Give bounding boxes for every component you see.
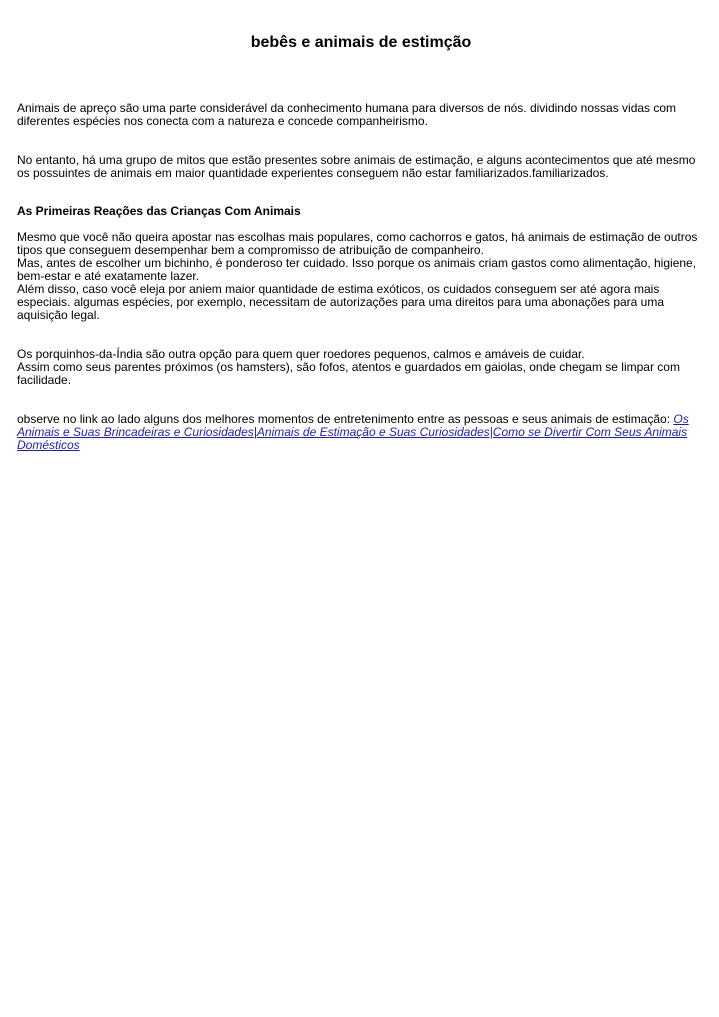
paragraph-pet-choices	[17, 231, 705, 322]
paragraph-line: os possuintes de animais em maior quantidade experientes conseguem não estar familiarizados.familiarizados.	[17, 166, 609, 180]
section-heading: As Primeiras Reações das Crianças Com Animais	[17, 204, 301, 218]
paragraph-myths	[17, 154, 705, 180]
paragraph-link	[17, 413, 705, 452]
paragraph-line: Assim como seus parentes próximos (os hamsters), são fofos, atentos e guardados em gaiolas, onde chegam se limpar com	[17, 360, 680, 374]
paragraph-line: No entanto, há uma grupo de mitos que estão presentes sobre animais de estimação, e alguns acontecimentos que até mesmo	[17, 153, 696, 167]
document-page	[17, 0, 705, 452]
paragraph-intro	[17, 102, 705, 128]
paragraph-line: Além disso, caso você eleja por aniem maior quantidade de estima exóticos, os cuidados conseguem ser até agora mais	[17, 282, 660, 296]
paragraph-line: bem-estar e até exatamente lazer.	[17, 269, 200, 283]
paragraph-line: Mas, antes de escolher um bichinho, é ponderoso ter cuidado. Isso porque os animais criam gastos como alimentação, higiene,	[17, 256, 697, 270]
pets-curiosities-link[interactable]	[17, 439, 705, 452]
paragraph-line: especiais. algumas espécies, por exemplo, necessitam de autorizações para uma direitos para uma abonações para uma	[17, 295, 665, 309]
paragraph-line: diferentes espécies nos conecta com a natureza e concede companheirismo.	[17, 114, 428, 128]
page-title: bebês e animais de estimção	[250, 34, 472, 51]
pets-curiosities-link[interactable]	[673, 412, 688, 426]
paragraph-line: Os porquinhos-da-Índia são outra opção para quem quer roedores pequenos, calmos e amáveis de cuidar.	[17, 347, 585, 361]
paragraph-line: tipos que conseguem desempenhar bem a compromisso de atribuição de companheiro.	[17, 243, 484, 257]
paragraph-line: Mesmo que você não queira apostar nas escolhas mais populares, como cachorros e gatos, há animais de estimação de outros	[17, 230, 698, 244]
paragraph-guinea-pigs	[17, 348, 705, 387]
link-intro-text: observe no link ao lado alguns dos melhores momentos de entretenimento entre as pessoas e seus animais de estimação:	[17, 412, 674, 426]
paragraph-line: facilidade.	[17, 373, 72, 387]
pets-curiosities-link[interactable]	[17, 426, 705, 439]
link-text-part[interactable]: Domésticos	[17, 438, 80, 452]
link-text-part[interactable]: Animais e Suas Brincadeiras e Curiosidades|Animais de Estimação e Suas Curiosidades|Como se Divertir Com Seus Animais	[17, 425, 688, 439]
link-text-part[interactable]: Os	[673, 412, 689, 426]
paragraph-line: Animais de apreço são uma parte considerável da conhecimento humana para diversos de nós. dividindo nossas vidas com	[17, 101, 677, 115]
paragraph-line: aquisição legal.	[17, 308, 100, 322]
